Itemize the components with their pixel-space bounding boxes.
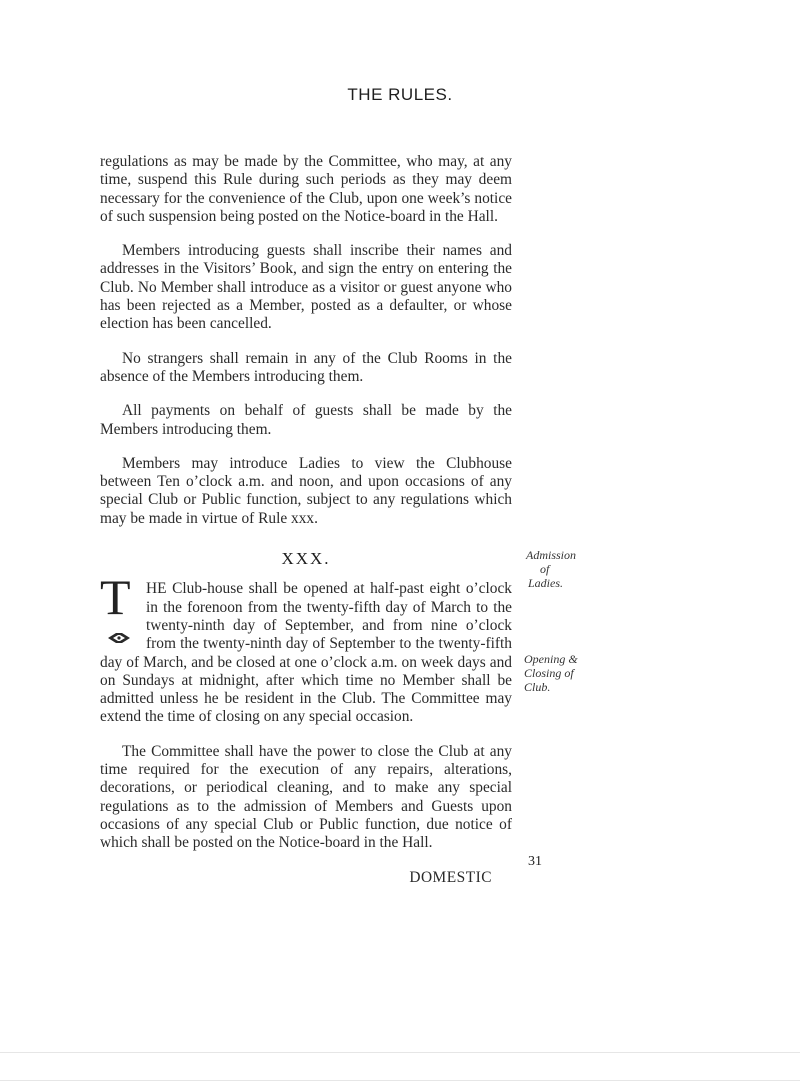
paragraph-ladies: Members may introduce Ladies to view the Clubhouse between Ten o’clock a.m. and noon, and upon occasions of any special Club or Public function, subject to any regulations which may be made in virtue of Rule xxx. [100, 454, 512, 527]
sidenote-opening-closing [524, 652, 614, 694]
page-edge-line [0, 1080, 800, 1081]
sidenote-admission-of-ladies [524, 548, 614, 590]
rule-heading: XXX. [281, 549, 331, 569]
rule-first-paragraph [100, 569, 512, 726]
rule-first-text: HE Club-house shall be opened at half-past eight o’clock in the forenoon from the twenty-fifth day of March to the twenty-ninth day of September, and from nine o’clock from the twenty-ninth day of September to the twenty-fifth day of March, and be closed at one o’clock a.m. on week days and on Sundays at midnight, after which time no Member shall be admitted unless he be resident in the Club. The Committee may extend the time of closing on any special occasion. [100, 580, 512, 726]
page-edge-line [0, 1052, 800, 1053]
running-head: THE RULES. [347, 85, 453, 104]
body-text [100, 153, 512, 887]
sidenote-line: Ladies. [528, 576, 564, 590]
paragraph-guests: Members introducing guests shall inscribe their names and addresses in the Visitors’ Book, and sign the entry on entering the Club. No Member shall introduce as a visitor or guest anyone who has been rejected as a Member, posted as a defaulter, or whose election has been cancelled. [100, 242, 512, 333]
drop-cap-block [100, 569, 142, 640]
paragraph-strangers: No strangers shall remain in any of the Club Rooms in the absence of the Members introducing them. [100, 349, 512, 385]
sidenote-line: of [540, 562, 550, 576]
page-number: 31 [528, 854, 542, 869]
paragraph-regulations: regulations as may be made by the Committee, who may, at any time, suspend this Rule during such periods as they may deem necessary for the convenience of the Club, upon one week’s notice of such suspension being posted on the Notice-board in the Hall. [100, 153, 512, 225]
sidenote-line: Admission [526, 548, 577, 562]
sidenote-line: Club. [524, 680, 551, 694]
sidenote-line: Closing of [524, 666, 574, 680]
sidenote-line: Opening & [524, 652, 578, 666]
paragraph-committee-closing: The Committee shall have the power to close the Club at any time required for the execution of any repairs, alterations, decorations, or periodical cleaning, and to make any special regulations as to the admission of Members and Guests upon occasions of any special Club or Public function, due notice of which shall be posted on the Notice-board in the Hall. [100, 742, 512, 852]
paragraph-payments: All payments on behalf of guests shall be made by the Members introducing them. [100, 402, 512, 438]
catchword: DOMESTIC [409, 868, 492, 886]
diamond-ornament-icon [108, 632, 130, 644]
drop-cap: T [100, 569, 131, 626]
